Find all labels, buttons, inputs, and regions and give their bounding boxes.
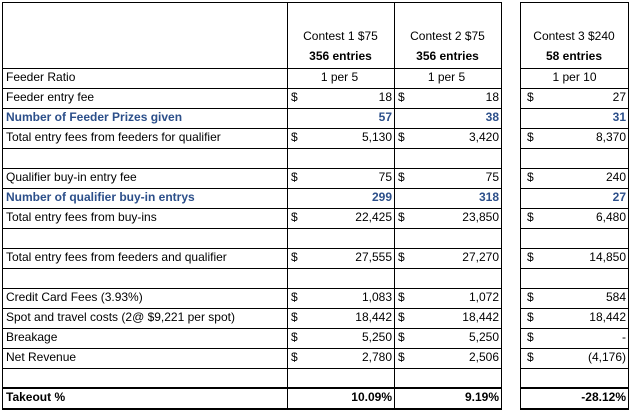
value-cell: 5,250 (468, 330, 499, 344)
value-cell: 14,850 (589, 250, 626, 264)
currency-symbol: $ (398, 250, 405, 264)
grid-hline (520, 368, 629, 369)
row-label: Breakage (6, 330, 58, 344)
currency-symbol: $ (291, 310, 298, 324)
currency-symbol: $ (527, 290, 534, 304)
value-cell: 2,506 (468, 350, 499, 364)
currency-symbol: $ (527, 210, 534, 224)
row-label: Total entry fees from feeders and qualifier (6, 250, 227, 264)
column-header-title: Contest 3 $240 (533, 29, 615, 43)
value-cell: 5,250 (361, 330, 392, 344)
value-cell: 18,442 (355, 310, 392, 324)
value-cell: 23,850 (462, 210, 499, 224)
value-cell: 75 (378, 170, 392, 184)
currency-symbol: $ (527, 90, 534, 104)
currency-symbol: $ (291, 90, 298, 104)
value-cell: 3,420 (468, 130, 499, 144)
currency-symbol: $ (291, 130, 298, 144)
grid-hline (2, 148, 502, 149)
value-cell: 299 (371, 190, 392, 204)
value-cell: 31 (612, 110, 626, 124)
grid-hline (2, 268, 502, 269)
currency-symbol: $ (398, 310, 405, 324)
grid-hline (2, 2, 502, 3)
grid-hline (2, 228, 502, 229)
grid-hline (2, 408, 502, 410)
currency-symbol: $ (398, 350, 405, 364)
value-cell: 1 per 5 (427, 70, 466, 84)
row-label: Spot and travel costs (2@ $9,221 per spot) (6, 310, 235, 324)
currency-symbol: $ (527, 350, 534, 364)
value-cell: 8,370 (595, 130, 626, 144)
value-cell: 1,072 (468, 290, 499, 304)
value-cell: 75 (485, 170, 499, 184)
value-cell: 27 (612, 190, 626, 204)
value-cell: 584 (605, 290, 626, 304)
currency-symbol: $ (291, 210, 298, 224)
value-cell: 240 (605, 170, 626, 184)
value-cell: 18,442 (462, 310, 499, 324)
currency-symbol: $ (398, 130, 405, 144)
value-cell: 1,083 (361, 290, 392, 304)
column-header-entries: 356 entries (416, 49, 479, 63)
currency-symbol: $ (398, 210, 405, 224)
currency-symbol: $ (527, 330, 534, 344)
currency-symbol: $ (527, 130, 534, 144)
row-label: Qualifier buy-in entry fee (6, 170, 137, 184)
currency-symbol: $ (527, 170, 534, 184)
grid-hline (520, 2, 629, 3)
currency-symbol: $ (398, 170, 405, 184)
value-cell: 18 (378, 90, 392, 104)
grid-hline (520, 268, 629, 269)
value-cell: 27,555 (355, 250, 392, 264)
value-cell: 1 per 10 (552, 70, 597, 84)
row-label: Total entry fees from buy-ins (6, 210, 157, 224)
currency-symbol: $ (527, 250, 534, 264)
column-header-entries: 356 entries (309, 49, 372, 63)
grid-hline (520, 148, 629, 149)
grid-hline (520, 408, 629, 410)
grid-hline (520, 228, 629, 229)
currency-symbol: $ (527, 310, 534, 324)
value-cell: 27,270 (462, 250, 499, 264)
currency-symbol: $ (291, 170, 298, 184)
value-cell: 5,130 (361, 130, 392, 144)
value-cell: 10.09% (351, 390, 392, 404)
row-label: Number of qualifier buy-in entrys (6, 190, 195, 204)
row-label: Feeder Ratio (6, 70, 76, 84)
value-cell: 6,480 (595, 210, 626, 224)
value-cell: 57 (378, 110, 392, 124)
row-label: Number of Feeder Prizes given (6, 110, 183, 124)
row-label: Feeder entry fee (6, 90, 95, 104)
currency-symbol: $ (291, 330, 298, 344)
value-cell: (4,176) (587, 350, 626, 364)
value-cell: 1 per 5 (320, 70, 359, 84)
row-label: Net Revenue (6, 350, 77, 364)
grid-hline (2, 368, 502, 369)
value-cell: 18 (485, 90, 499, 104)
row-label: Total entry fees from feeders for qualifier (6, 130, 221, 144)
row-label: Takeout % (6, 390, 66, 404)
row-label: Credit Card Fees (3.93%) (6, 290, 143, 304)
currency-symbol: $ (398, 90, 405, 104)
value-cell: - (622, 330, 626, 344)
value-cell: 318 (478, 190, 499, 204)
currency-symbol: $ (291, 250, 298, 264)
currency-symbol: $ (398, 290, 405, 304)
value-cell: 22,425 (355, 210, 392, 224)
currency-symbol: $ (398, 330, 405, 344)
value-cell: 9.19% (464, 390, 499, 404)
column-header-title: Contest 2 $75 (410, 29, 485, 43)
column-header-title: Contest 1 $75 (303, 29, 378, 43)
currency-symbol: $ (291, 350, 298, 364)
currency-symbol: $ (291, 290, 298, 304)
column-header-entries: 58 entries (545, 49, 603, 63)
value-cell: 27 (612, 90, 626, 104)
value-cell: 38 (485, 110, 499, 124)
value-cell: 2,780 (361, 350, 392, 364)
value-cell: -28.12% (581, 390, 626, 404)
value-cell: 18,442 (589, 310, 626, 324)
